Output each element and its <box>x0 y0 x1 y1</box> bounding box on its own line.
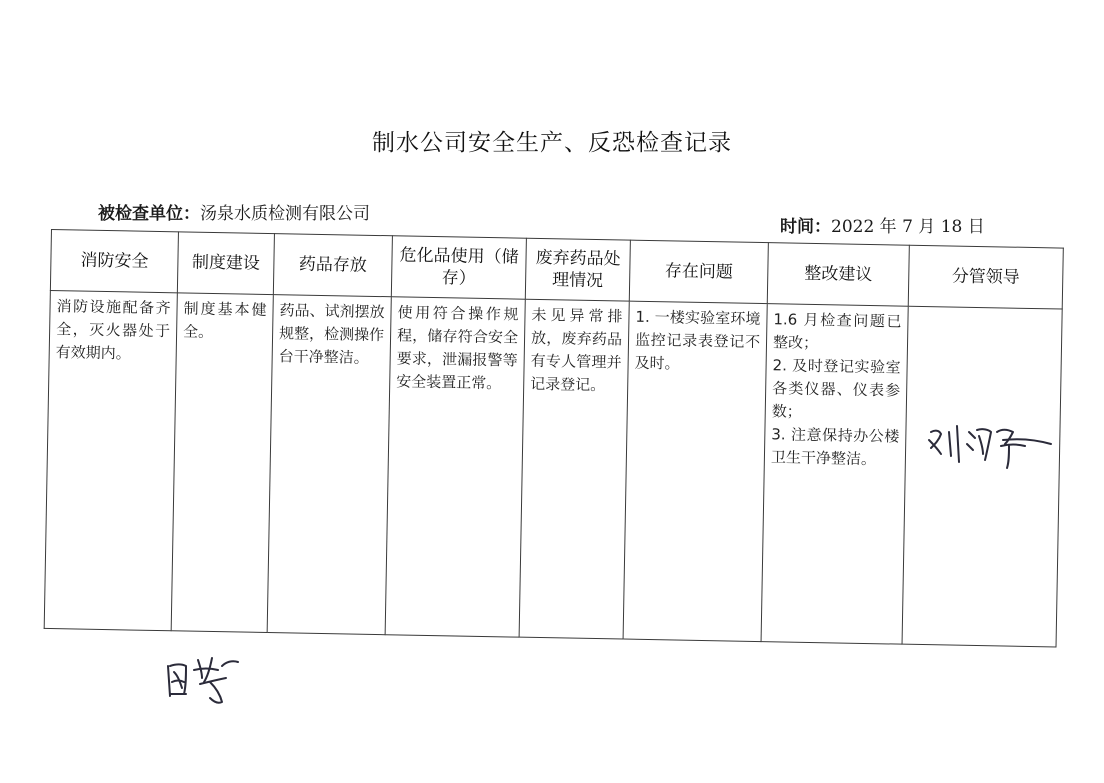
inspection-table-wrapper <box>43 229 1062 657</box>
inspected-unit-name: 汤泉水质检测有限公司 <box>200 204 370 224</box>
header-fire-safety: 消防安全 <box>50 230 178 293</box>
suggestion-item: 1.6 月检查问题已整改； <box>772 310 902 353</box>
cell-system-building: 制度基本健全。 <box>171 293 273 633</box>
header-suggestions: 整改建议 <box>767 243 909 307</box>
cell-drug-storage: 药品、试剂摆放规整，检测操作台干净整洁。 <box>267 295 391 635</box>
table-row <box>44 290 1062 646</box>
inspected-unit-label: 被检查单位： <box>98 204 200 224</box>
header-drug-storage: 药品存放 <box>273 234 392 297</box>
cell-hazardous-chemicals: 使用符合操作规程，储存符合安全要求，泄漏报警等安全装置正常。 <box>385 297 525 637</box>
header-system-building: 制度建设 <box>177 232 274 295</box>
inspector-signature <box>160 652 250 708</box>
document-title: 制水公司安全生产、反恐检查记录 <box>372 130 732 156</box>
header-leader: 分管领导 <box>908 245 1063 309</box>
header-waste-disposal: 废弃药品处理情况 <box>525 238 630 301</box>
inspection-table <box>44 229 1064 647</box>
cell-waste-disposal: 未见异常排放，废弃药品有专人管理并记录登记。 <box>519 299 629 639</box>
cell-fire-safety: 消防设施配备齐全，灭火器处于有效期内。 <box>44 290 177 630</box>
inspected-unit <box>98 199 370 224</box>
inspection-date-value: 2022 年 7 月 18 日 <box>831 217 985 237</box>
inspection-date-label: 时间： <box>780 217 831 237</box>
cell-suggestions <box>761 304 908 645</box>
leader-signature <box>925 418 1055 488</box>
header-problems: 存在问题 <box>629 240 768 304</box>
suggestion-item: 3. 注意保持办公楼卫生干净整洁。 <box>770 425 900 469</box>
inspection-date <box>780 212 985 237</box>
cell-problems: 1. 一楼实验室环境监控记录表登记不及时。 <box>623 301 767 641</box>
suggestion-item: 2. 及时登记实验室各类仪器、仪表参数； <box>771 356 901 421</box>
header-hazardous-chemicals: 危化品使用（储存） <box>391 236 526 299</box>
